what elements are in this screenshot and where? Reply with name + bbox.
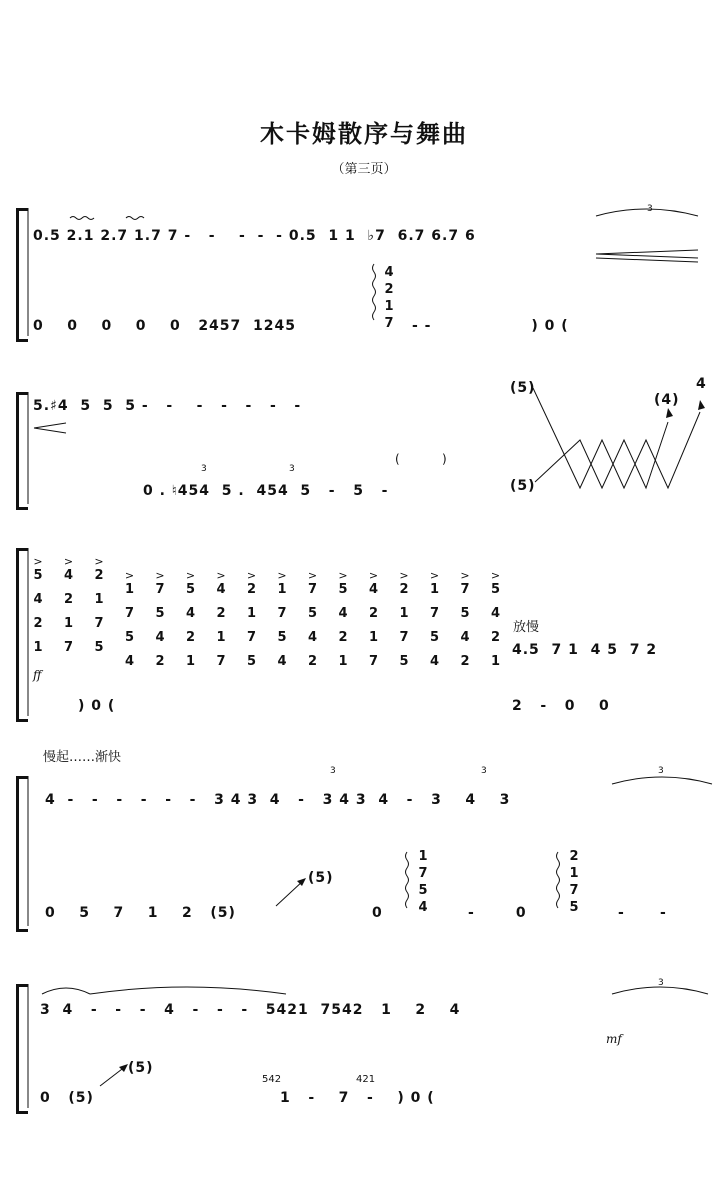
chord-note: 5 — [124, 630, 135, 645]
lower-accompaniment-line: 0 5 7 1 2 (5) — [45, 905, 236, 921]
chord-note: 1 — [384, 299, 394, 314]
lower-rest-marker: ) 0 ( — [78, 698, 116, 714]
chord-note: 5 — [94, 640, 104, 655]
chord-note: 5 — [569, 900, 579, 915]
chord-note: 2 — [460, 654, 470, 669]
chord-note: 1 — [569, 866, 579, 881]
system-brace — [16, 548, 28, 722]
tempo-marking: 放慢 — [513, 620, 540, 635]
accent-mark: > — [63, 555, 74, 568]
chord-note: 1 — [399, 606, 409, 621]
chord-note: 4 — [368, 582, 379, 597]
chord-note: 7 — [277, 606, 287, 621]
tremolo-top-note: (5) — [510, 380, 536, 396]
chord-note: 7 — [246, 630, 257, 645]
system-brace — [16, 776, 28, 932]
chord-note: 2 — [307, 654, 318, 669]
chord-note: 5 — [185, 582, 196, 597]
chord-note: 4 — [216, 582, 226, 597]
chord-note: 5 — [307, 606, 318, 621]
chord-note: 4 — [418, 900, 428, 915]
chord-note: 1 — [94, 592, 104, 607]
chord-note: 7 — [155, 582, 165, 597]
triplet-mark: 3 — [289, 464, 295, 474]
chord-note: 2 — [185, 630, 196, 645]
accent-mark: > — [185, 569, 196, 582]
lower-accompaniment-line: 0 (5) — [40, 1090, 94, 1106]
accent-mark: > — [399, 569, 409, 582]
lower-accompaniment-line: 0 0 0 0 0 2457 1245 — [33, 318, 296, 334]
chord-note: 1 — [338, 654, 348, 669]
page-title: 木卡姆散序与舞曲 — [260, 119, 468, 148]
chord-note: 5 — [399, 654, 409, 669]
chord-note: 5 — [460, 606, 470, 621]
accent-mark: > — [94, 555, 104, 568]
arrow-target-note: (5) — [128, 1060, 154, 1076]
chord-note: 5 — [277, 630, 287, 645]
chord-note: 5 — [490, 582, 501, 597]
system-brace — [16, 208, 28, 342]
chord-note: 7 — [429, 606, 440, 621]
chord-note: 2 — [569, 849, 579, 864]
triplet-mark: 3 — [330, 766, 336, 776]
chord-note: 7 — [94, 616, 104, 631]
chord-note: 1 — [185, 654, 196, 669]
dynamic-ff: ff — [33, 668, 42, 682]
chord-note: 4 — [429, 654, 440, 669]
chord-note: 2 — [399, 582, 409, 597]
chord-note: 5 — [418, 883, 428, 898]
chord-note: 7 — [569, 883, 579, 898]
accent-mark: > — [490, 569, 501, 582]
chord-note: 4 — [307, 630, 318, 645]
chord-note: 1 — [246, 606, 257, 621]
chord-note: 2 — [338, 630, 348, 645]
system-brace — [16, 392, 28, 510]
chord-note: 5 — [246, 654, 257, 669]
upper-melody-line: 4 - - - - - - 3 4 3 4 - 3 4 3 4 - 3 4 3 — [45, 792, 511, 808]
chord-note: 2 — [368, 606, 379, 621]
chord-note: 5 — [155, 606, 165, 621]
triplet-mark: 3 — [481, 766, 487, 776]
chord-note: 1 — [216, 630, 226, 645]
chord-note: 4 — [338, 606, 348, 621]
dynamic-mf: mf — [606, 1032, 622, 1046]
chord-note: 2 — [216, 606, 226, 621]
triplet-mark: 3 — [658, 766, 664, 776]
chord-note: 7 — [368, 654, 379, 669]
upper-melody-line: 0.5 2.1 2.7 1.7 7 - - - - - 0.5 1 1 ♭7 6.7 6.7 6 — [33, 228, 476, 244]
chord-stack — [382, 264, 396, 332]
page-subtitle: （第三页） — [331, 162, 397, 177]
lower-mid-line: 1 - 7 - ) 0 ( — [280, 1090, 435, 1106]
tremolo-right-note: (4) — [654, 392, 680, 408]
chord-note: 7 — [399, 630, 409, 645]
chord-note: 1 — [490, 654, 501, 669]
accent-mark: > — [216, 569, 226, 582]
chord-note: 1 — [418, 849, 428, 864]
chord-note: 4 — [384, 265, 394, 280]
chord-note: 2 — [33, 616, 43, 631]
accent-mark: > — [277, 569, 287, 582]
chord-note: 1 — [63, 616, 74, 631]
chord-note: 7 — [124, 606, 135, 621]
chord-note: 1 — [277, 582, 287, 597]
tremolo-paren-open: ( — [395, 452, 400, 466]
accent-mark: > — [460, 569, 470, 582]
tremolo-far-note: 4 — [696, 376, 707, 392]
upper-melody-line: 3 4 - - - 4 - - - 5421 7542 1 2 4 — [40, 1002, 461, 1018]
chord-note: 5 — [429, 630, 440, 645]
chord-note: 2 — [63, 592, 74, 607]
chord-note: 4 — [490, 606, 501, 621]
chord-note: 7 — [63, 640, 74, 655]
chord-note: 4 — [63, 568, 74, 583]
accent-mark: > — [429, 569, 440, 582]
tremolo-bottom-note: (5) — [510, 478, 536, 494]
lower-rest: 0 — [372, 905, 383, 921]
triplet-mark: 3 — [201, 464, 207, 474]
chord-note: 7 — [384, 316, 394, 331]
chord-note: 4 — [185, 606, 196, 621]
grace-notes: 542 — [262, 1074, 282, 1085]
chord-note: 4 — [277, 654, 287, 669]
triplet-mark: 3 — [658, 978, 664, 988]
chord-note: 1 — [124, 582, 135, 597]
accent-mark: > — [124, 569, 135, 582]
chord-note: 2 — [490, 630, 501, 645]
accent-mark: > — [338, 569, 348, 582]
chord-note: 7 — [418, 866, 428, 881]
chord-note: 2 — [384, 282, 394, 297]
lower-accompaniment-line: 0 . ♮454 5 . 454 5 - 5 - — [143, 483, 389, 499]
chord-note: 7 — [460, 582, 470, 597]
chord-note: 2 — [94, 568, 104, 583]
chord-note: 1 — [368, 630, 379, 645]
chord-note: 7 — [307, 582, 318, 597]
lower-line-end: - - ) 0 ( — [412, 318, 569, 334]
system-brace — [16, 984, 28, 1114]
lower-tail-line: 2 - 0 0 — [512, 698, 610, 714]
accent-mark: > — [307, 569, 318, 582]
tremolo-paren-close: ) — [442, 452, 447, 466]
chord-note: 2 — [246, 582, 257, 597]
triplet-mark: 3 — [647, 204, 653, 214]
accent-mark: > — [246, 569, 257, 582]
chord-note: 1 — [33, 640, 43, 655]
chord-note: 2 — [155, 654, 165, 669]
lower-mid-line: - 0 — [468, 905, 527, 921]
accent-mark: > — [368, 569, 379, 582]
accent-mark: > — [33, 555, 43, 568]
chord-note: 4 — [460, 630, 470, 645]
chord-note: 7 — [216, 654, 226, 669]
lower-end-line: - - — [618, 905, 667, 921]
chord-stack — [416, 848, 430, 916]
chord-note: 5 — [33, 568, 43, 583]
upper-melody-line: 5.♯4 5 5 5 - - - - - - - — [33, 398, 302, 414]
chord-stack — [567, 848, 581, 916]
tempo-marking: 慢起……渐快 — [43, 750, 122, 765]
chord-note: 5 — [338, 582, 348, 597]
accent-mark: > — [155, 569, 165, 582]
chord-note: 1 — [429, 582, 440, 597]
chord-note: 4 — [33, 592, 43, 607]
upper-tail-line: 4.5 7 1 4 5 7 2 — [512, 642, 658, 658]
arrow-target-note: (5) — [308, 870, 334, 886]
chord-note: 4 — [155, 630, 165, 645]
grace-notes: 421 — [356, 1074, 376, 1085]
chord-note: 4 — [124, 654, 135, 669]
